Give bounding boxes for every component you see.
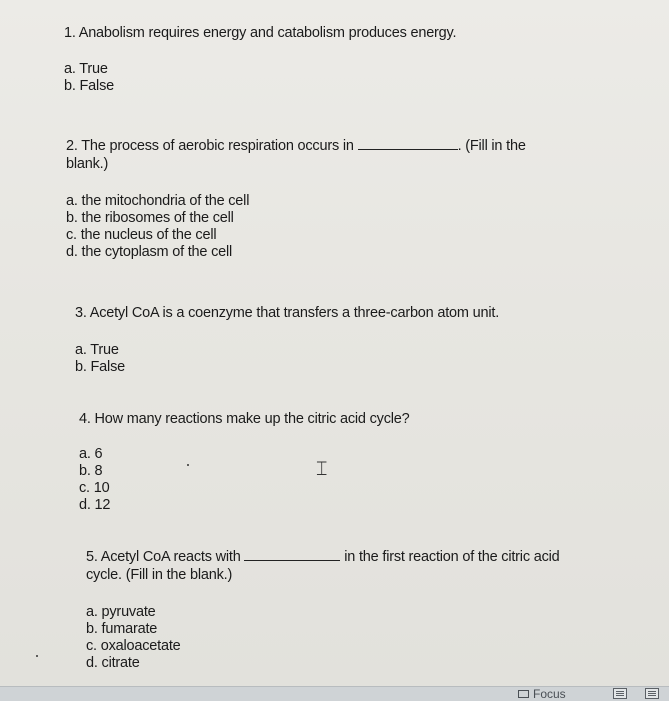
option-4c: c. 10 [79, 480, 110, 496]
question-2-options [66, 193, 586, 261]
question-4-stem: 4. How many reactions make up the citric acid cycle? [79, 411, 410, 427]
question-1-stem: 1. Anabolism requires energy and catabolism produces energy. [64, 25, 457, 41]
question-1-options [64, 61, 456, 95]
focus-frame-icon [518, 690, 529, 698]
question-4-options [79, 446, 410, 514]
question-2-stem-start: 2. The process of aerobic respiration occurs in [66, 138, 354, 154]
option-2a: a. the mitochondria of the cell [66, 193, 250, 209]
question-5-stem-end: in the first reaction of the citric acid [344, 549, 560, 565]
question-1 [64, 24, 456, 95]
question-2 [66, 137, 586, 261]
option-2c: c. the nucleus of the cell [66, 227, 217, 243]
option-5c: c. oxaloacetate [86, 638, 181, 654]
question-5-blank [244, 548, 340, 561]
question-5-options [86, 604, 606, 672]
question-2-stem-line2: blank.) [66, 156, 109, 172]
bottom-toolbar [0, 686, 669, 701]
question-3-options [75, 342, 499, 376]
question-2-blank [358, 137, 458, 150]
question-5-stem-start: 5. Acetyl CoA reacts with [86, 549, 241, 565]
option-4a: a. 6 [79, 446, 103, 462]
read-view-icon[interactable] [613, 688, 627, 699]
focus-button[interactable] [518, 688, 566, 700]
question-3-stem: 3. Acetyl CoA is a coenzyme that transfers a three-carbon atom unit. [75, 305, 500, 321]
speck-mark [36, 655, 38, 657]
question-5 [86, 548, 606, 672]
text-cursor-icon: ⌶ [316, 458, 328, 480]
speck-mark [187, 464, 189, 466]
option-5a: a. pyruvate [86, 604, 156, 620]
option-4b: b. 8 [79, 463, 103, 479]
question-2-stem [66, 137, 586, 173]
option-3b: b. False [75, 359, 125, 375]
question-5-stem-line2: cycle. (Fill in the blank.) [86, 567, 233, 583]
question-4 [79, 410, 410, 514]
option-2d: d. the cytoplasm of the cell [66, 244, 233, 260]
option-3a: a. True [75, 342, 119, 358]
option-1b: b. False [64, 78, 114, 94]
option-5d: d. citrate [86, 655, 140, 671]
question-3 [75, 304, 499, 376]
option-4d: d. 12 [79, 497, 111, 513]
option-2b: b. the ribosomes of the cell [66, 210, 234, 226]
question-5-stem [86, 548, 606, 584]
question-2-stem-end: . (Fill in the [457, 138, 526, 154]
focus-label: Focus [533, 687, 566, 701]
option-5b: b. fumarate [86, 621, 158, 637]
page-view-icon[interactable] [645, 688, 659, 699]
option-1a: a. True [64, 61, 108, 77]
